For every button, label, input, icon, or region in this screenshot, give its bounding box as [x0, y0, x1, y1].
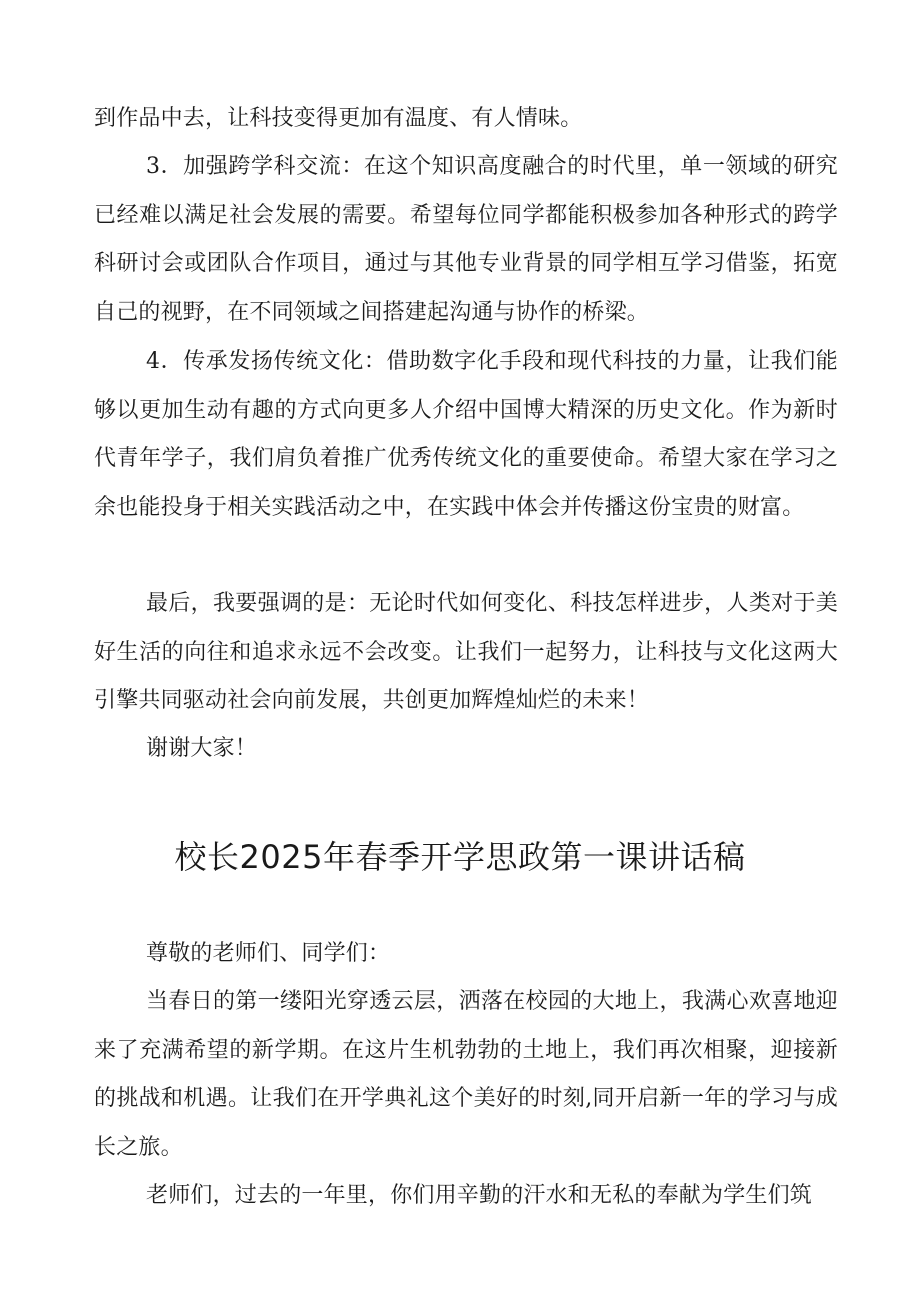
speech-salutation: 尊敬的老师们、同学们： — [146, 941, 391, 966]
paragraph-item-3: 3．加强跨学科交流：在这个知识高度融合的时代里，单一领域的研究已经难以满足社会发展的需要。希望每位同学都能积极参加各种形式的跨学科研讨会或团队合作项目，通过与其他专业背景的同学相互学习借鉴，拓宽自己的视野，在不同领域之间搭建起沟通与协作的桥梁。 — [94, 154, 838, 325]
page-title: 校长2025年春季开学思政第一课讲话稿 — [174, 838, 746, 876]
speech-paragraph-1: 当春日的第一缕阳光穿透云层，洒落在校园的大地上，我满心欢喜地迎来了充满希望的新学期。在这片生机勃勃的土地上，我们再次相聚，迎接新的挑战和机遇。让我们在开学典礼这个美好的时刻,同开启新一年的学习与成长之旅。 — [94, 989, 838, 1160]
paragraph-closing: 最后，我要强调的是：无论时代如何变化、科技怎样进步，人类对于美好生活的向往和追求永远不会改变。让我们一起努力，让科技与文化这两大引擎共同驱动社会向前发展，共创更加辉煌灿烂的未来！ — [94, 591, 838, 713]
paragraph-continuation: 到作品中去，让科技变得更加有温度、有人情味。 — [94, 106, 583, 131]
paragraph-item-4: 4．传承发扬传统文化：借助数字化手段和现代科技的力量，让我们能够以更加生动有趣的方式向更多人介绍中国博大精深的历史文化。作为新时代青年学子，我们肩负着推广优秀传统文化的重要使命。希望大家在学习之余也能投身于相关实践活动之中，在实践中体会并传播这份宝贵的财富。 — [94, 349, 838, 520]
speech-paragraph-2: 老师们，过去的一年里，你们用辛勤的汗水和无私的奉献为学生们筑 — [146, 1183, 813, 1208]
paragraph-thanks: 谢谢大家！ — [146, 736, 258, 761]
